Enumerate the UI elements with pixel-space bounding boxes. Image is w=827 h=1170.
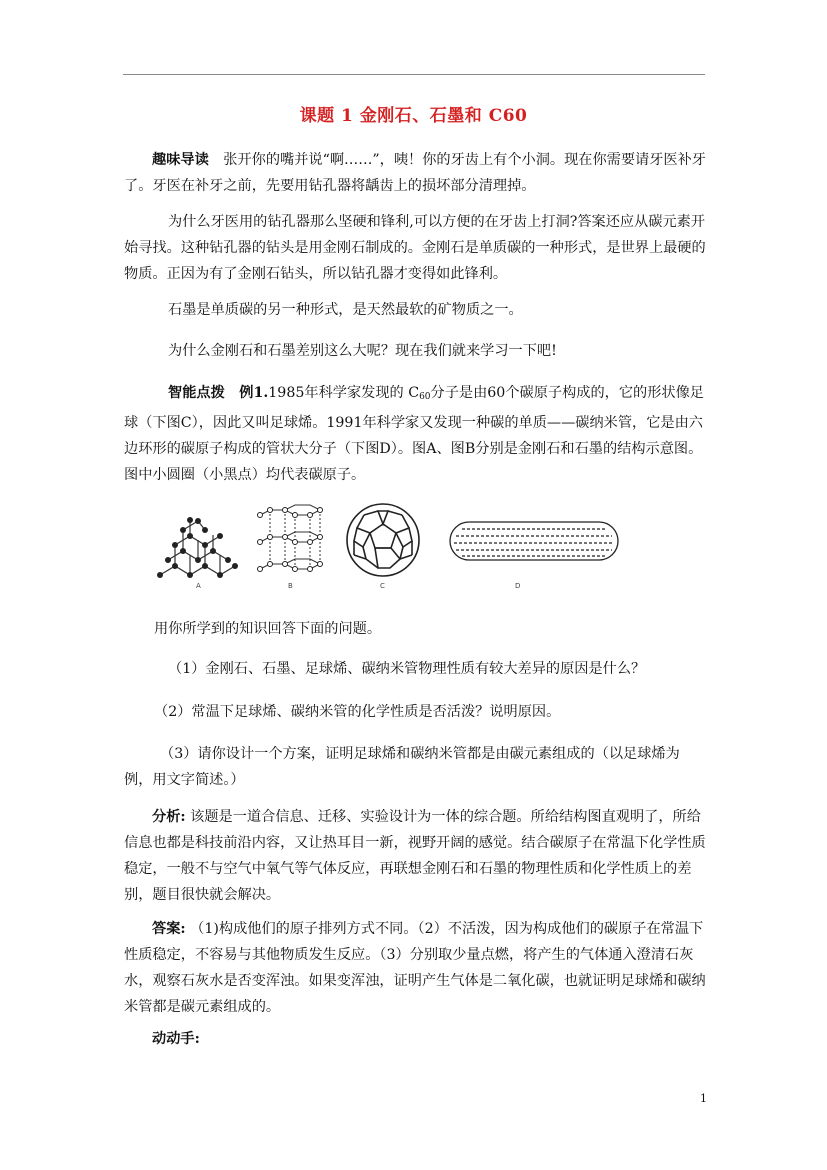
example-subscript: 60	[419, 392, 431, 402]
analysis-label: 分析:	[152, 809, 186, 825]
figure-label-b: B	[288, 582, 293, 590]
answer-label: 答案:	[152, 921, 186, 937]
analysis-text: 该题是一道合信息、迁移、实验设计为一体的综合题。所给结构图直观明了，所给信息也都是科技前沿内容，又让热耳目一新，视野开阔的感觉。结合碳原子在常温下化学性质稳定，一般不与空气中氧气等气体反应，再联想金刚石和石墨的物理性质和化学性质上的差别，题目很快就会解决。	[124, 809, 706, 903]
paragraph-1: 为什么牙医用的钻孔器那么坚硬和锋利,可以方便的在牙齿上打洞?答案还应从碳元素开始寻找。这种钻孔器的钻头是用金刚石制成的。金刚石是单质碳的一种形式，是世界上最硬的物质。正因为有了金刚石钻头，所以钻孔器才变得如此锋利。	[124, 214, 706, 282]
example-text-b: 分子是由60个碳原子构成的，它的形状像足球（下图C），因此又叫足球烯。1991年科学家又发现一种碳的单质——碳纳米管，它是由六边环形的碳原子构成的管状大分子（下图D）。图A、图B分别是金刚石和石墨的结构示意图。图中小圆圈（小黑点）均代表碳原子。	[124, 385, 704, 483]
hands-on-heading: 动动手:	[152, 1031, 200, 1047]
header-rule	[123, 74, 705, 75]
paragraph-3: 为什么金刚石和石墨差别这么大呢？现在我们就来学习一下吧!	[168, 343, 557, 359]
example-paragraph	[124, 380, 706, 488]
example-text-a: 1985年科学家发现的 C	[268, 385, 420, 401]
example-label: 智能点拨	[168, 385, 225, 401]
figure-label-a: A	[196, 582, 201, 590]
answer-text: （1)构成他们的原子排列方式不同。（2）不活泼，因为构成他们的碳原子在常温下性质稳定，不容易与其他物质发生反应。（3）分别取少量点燃，将产生的气体通入澄清石灰水，观察石灰水是否变浑浊。如果变浑浊，证明产生气体是二氧化碳，也就证明足球烯和碳纳米管都是碳元素组成的。	[124, 921, 706, 1015]
intro-text: 张开你的嘴并说“啊……”，咦！你的牙齿上有个小洞。现在你需要请牙医补牙了。牙医在补牙之前，先要用钻孔器将龋齿上的损坏部分清理掉。	[124, 152, 706, 194]
figure-label-d: D	[515, 582, 521, 590]
diamond-structure-diagram	[160, 520, 235, 575]
question-2: （2）常温下足球烯、碳纳米管的化学性质是否活泼？说明原因。	[154, 704, 561, 720]
page-number: 1	[700, 1092, 707, 1105]
analysis-paragraph	[124, 804, 706, 908]
answer-paragraph	[124, 916, 706, 1020]
figure-label-c: C	[380, 582, 385, 590]
page-title: 课题 1 金刚石、石墨和 C60	[299, 106, 528, 126]
example-number: 例1.	[239, 385, 269, 401]
questions-lead: 用你所学到的知识回答下面的问题。	[154, 621, 382, 637]
question-1: （1）金刚石、石墨、足球烯、碳纳米管物理性质有较大差异的原因是什么？	[168, 661, 646, 677]
paragraph-2: 石墨是单质碳的另一种形式，是天然最软的矿物质之一。	[168, 302, 523, 318]
intro-paragraph	[124, 147, 706, 199]
question-3: （3）请你设计一个方案，证明足球烯和碳纳米管都是由碳元素组成的（以足球烯为例，用文字简述。）	[124, 746, 680, 788]
nanotube-diagram	[450, 522, 618, 560]
carbon-structures-figure	[150, 500, 620, 595]
buckyball-diagram	[347, 504, 419, 576]
intro-label: 趣味导读	[152, 152, 209, 168]
